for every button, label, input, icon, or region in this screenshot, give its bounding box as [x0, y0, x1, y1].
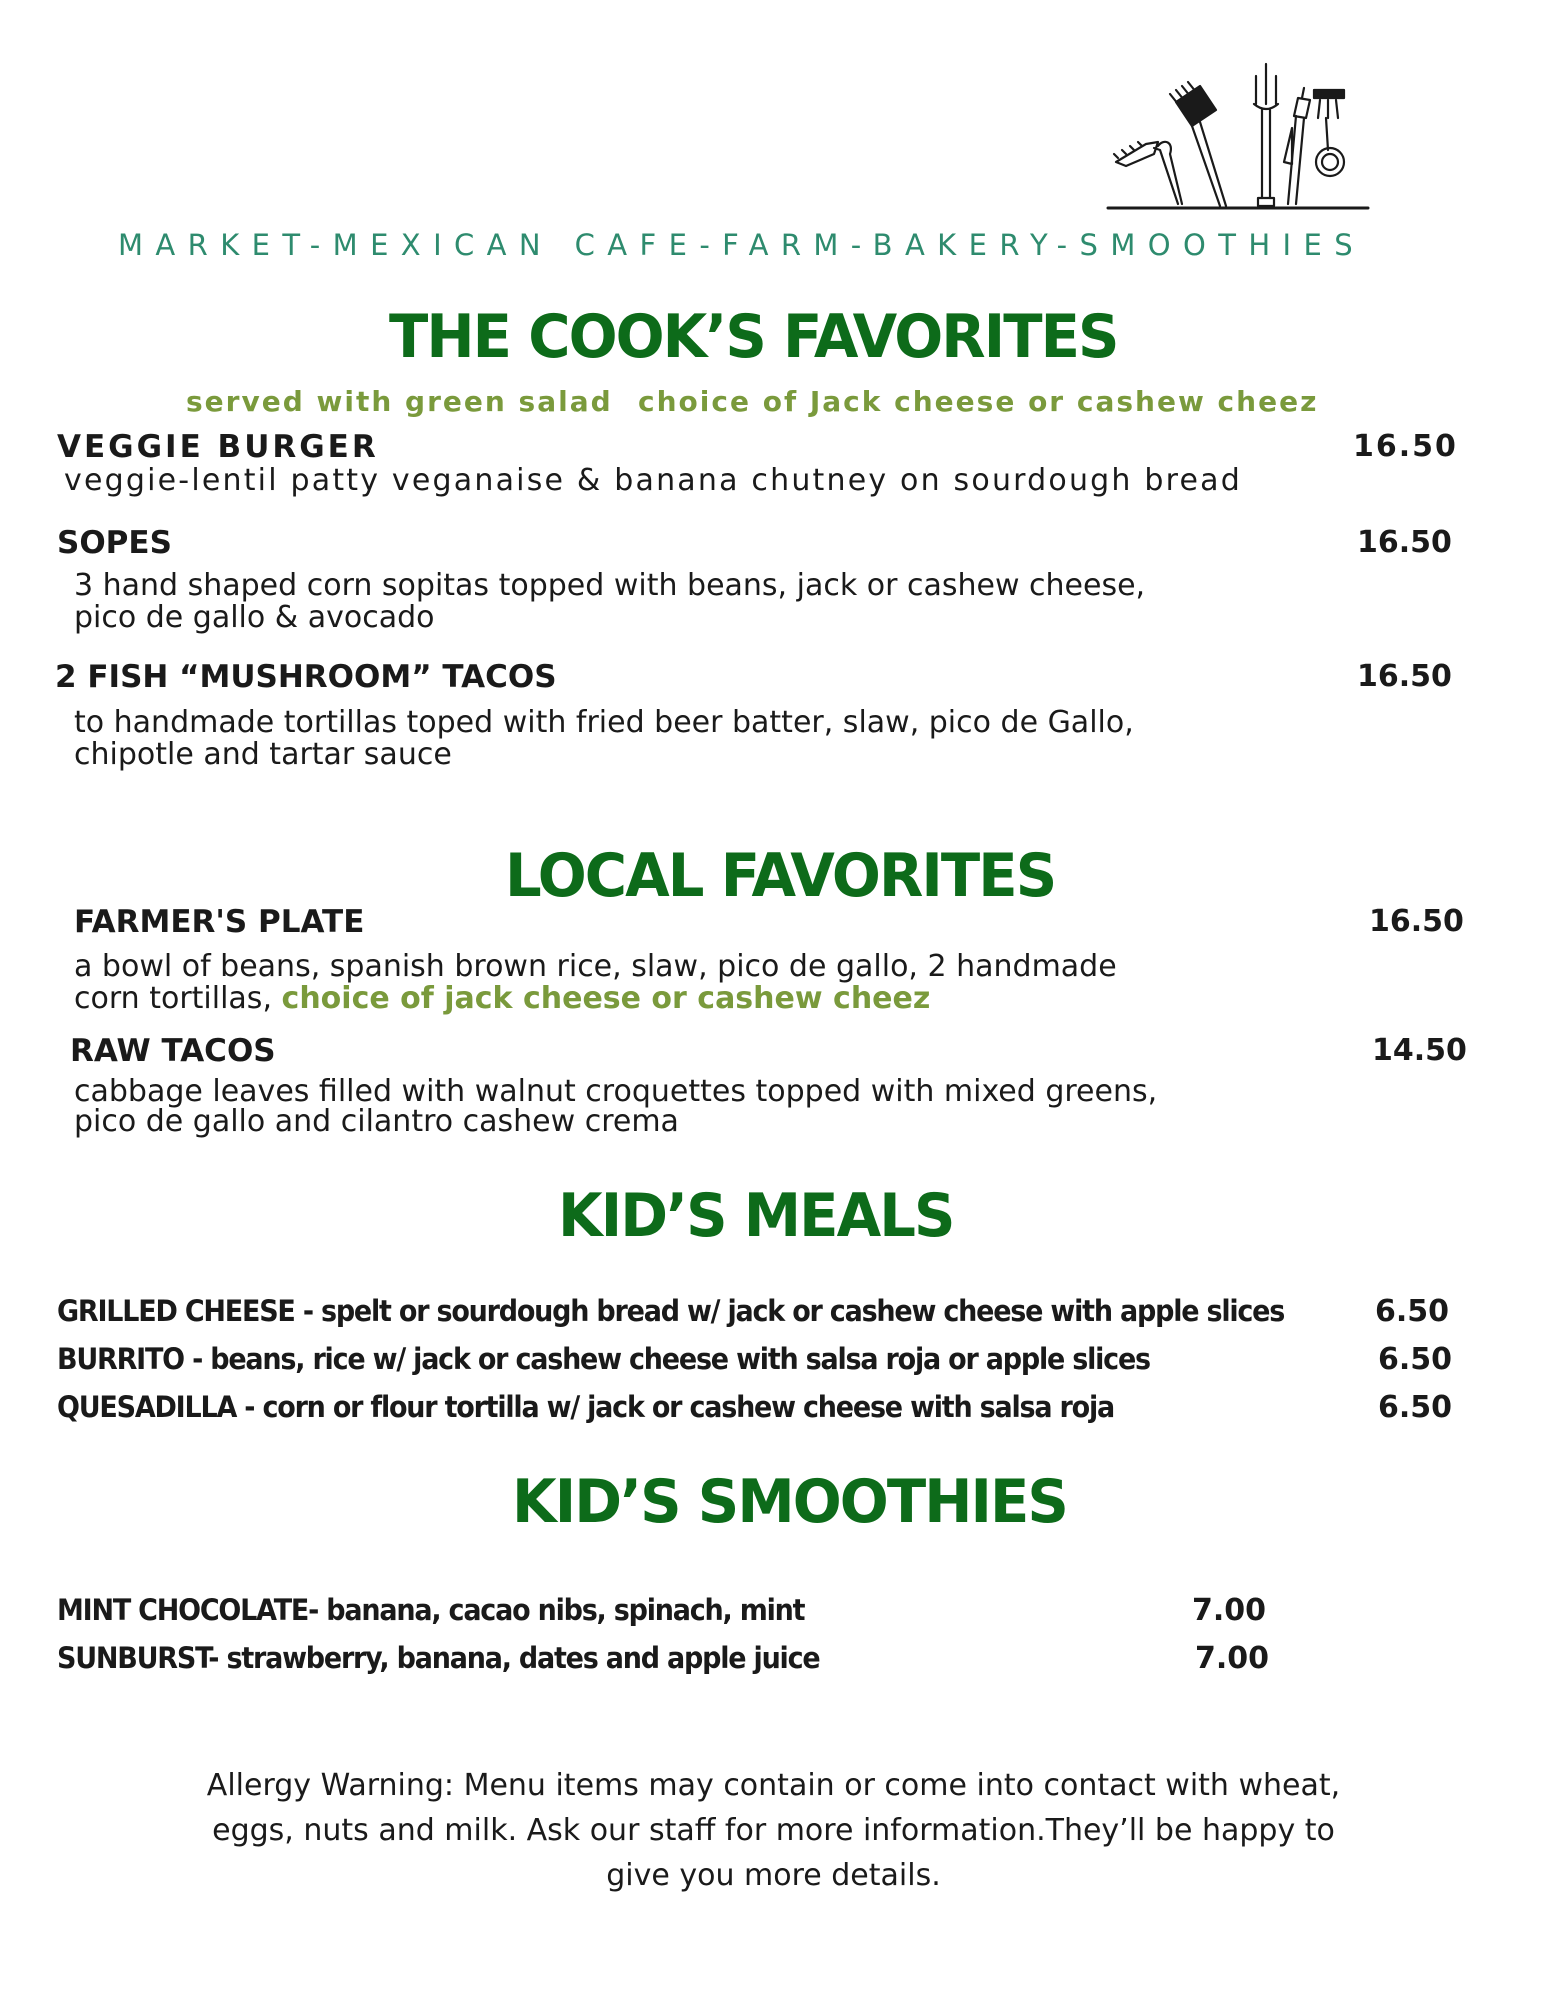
- item-desc-farmers-plate-highlight: choice of jack cheese or cashew cheez: [281, 981, 931, 1016]
- kids-meal-burrito-price: 6.50: [1378, 1342, 1453, 1377]
- kids-meal-grilled-cheese: GRILLED CHEESE - spelt or sourdough bread w/ jack or cashew cheese with apple slices: [57, 1294, 1285, 1328]
- item-desc-veggie-burger: veggie-lentil patty veganaise & banana chutney on sourdough bread: [64, 463, 1242, 498]
- section-title-kids-meals: KID’S MEALS: [558, 1181, 954, 1251]
- item-price-fish-tacos: 16.50: [1357, 659, 1452, 694]
- item-desc-farmers-plate-line2: [74, 983, 930, 1015]
- section-title-kids-smoothies: KID’S SMOOTHIES: [512, 1467, 1067, 1537]
- item-price-farmers-plate: 16.50: [1369, 904, 1464, 939]
- item-desc-fish-tacos-line1: to handmade tortillas toped with fried beer batter, slaw, pico de Gallo,: [74, 705, 1134, 740]
- kids-smoothie-mint-chocolate: MINT CHOCOLATE- banana, cacao nibs, spinach, mint: [57, 1593, 805, 1627]
- item-desc-fish-tacos-line2: chipotle and tartar sauce: [74, 737, 452, 772]
- kids-meal-quesadilla-price: 6.50: [1378, 1390, 1453, 1425]
- item-name-farmers-plate: FARMER'S PLATE: [74, 904, 365, 940]
- allergy-warning: Allergy Warning: Menu items may contain or come into contact with wheat, eggs, nuts and milk. Ask our staff for more information.They’ll be happy to give you more details.: [206, 1768, 1341, 1893]
- item-desc-farmers-plate-line1: a bowl of beans, spanish brown rice, slaw, pico de gallo, 2 handmade: [74, 949, 1117, 984]
- kids-meal-quesadilla: QUESADILLA - corn or flour tortilla w/ jack or cashew cheese with salsa roja: [57, 1390, 1115, 1424]
- item-desc-farmers-plate-text: corn tortillas,: [74, 981, 272, 1016]
- item-name-sopes: SOPES: [57, 525, 172, 561]
- item-price-sopes: 16.50: [1357, 525, 1452, 560]
- item-name-raw-tacos: RAW TACOS: [70, 1033, 276, 1069]
- item-name-veggie-burger: VEGGIE BURGER: [57, 429, 379, 465]
- tagline: MARKET-MEXICAN CAFE-FARM-BAKERY-SMOOTHIES: [118, 228, 1366, 262]
- garden-tools-icon: [1088, 58, 1378, 223]
- cooks-note-salad: served with green salad: [186, 385, 613, 418]
- section-title-cooks-favorites: THE COOK’S FAVORITES: [389, 302, 1118, 372]
- kids-meal-burrito: BURRITO - beans, rice w/ jack or cashew cheese with salsa roja or apple slices: [57, 1342, 1150, 1376]
- item-desc-sopes-line1: 3 hand shaped corn sopitas topped with beans, jack or cashew cheese,: [74, 568, 1146, 603]
- item-price-veggie-burger: 16.50: [1353, 429, 1458, 464]
- kids-smoothie-mint-chocolate-price: 7.00: [1192, 1593, 1267, 1628]
- kids-smoothie-sunburst: SUNBURST- strawberry, banana, dates and apple juice: [57, 1641, 820, 1675]
- item-name-fish-tacos: 2 FISH “MUSHROOM” TACOS: [55, 659, 557, 695]
- item-desc-raw-tacos-line2: pico de gallo and cilantro cashew crema: [74, 1104, 679, 1139]
- item-price-raw-tacos: 14.50: [1372, 1033, 1467, 1068]
- section-title-local-favorites: LOCAL FAVORITES: [505, 841, 1056, 911]
- item-desc-raw-tacos-line1: cabbage leaves filled with walnut croquettes topped with mixed greens,: [74, 1074, 1158, 1109]
- kids-meal-grilled-cheese-price: 6.50: [1375, 1294, 1450, 1329]
- kids-smoothie-sunburst-price: 7.00: [1195, 1641, 1270, 1676]
- cooks-note-cheese: choice of Jack cheese or cashew cheez: [638, 385, 1319, 418]
- item-desc-sopes-line2: pico de gallo & avocado: [74, 600, 435, 635]
